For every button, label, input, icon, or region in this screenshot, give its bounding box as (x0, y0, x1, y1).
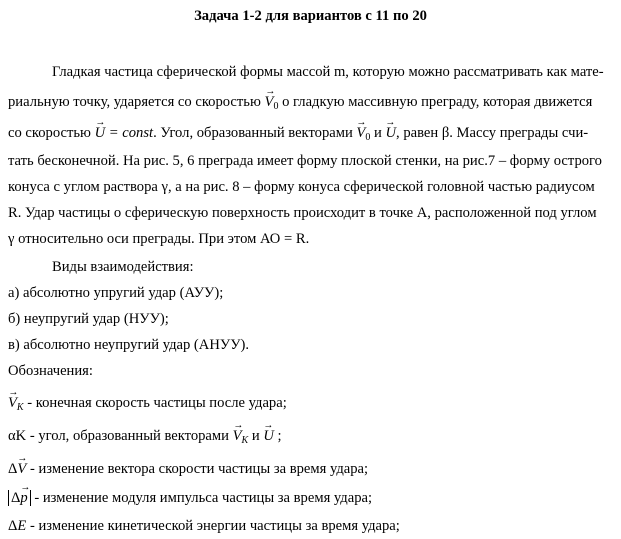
text: - конечная скорость частицы после удара; (27, 395, 287, 411)
text: ; (277, 428, 282, 444)
list-item (8, 336, 249, 354)
vector-vk: → V (8, 392, 17, 412)
text: , равен β. Массу преграды счи- (396, 125, 589, 141)
abs-delta-p: Δ→ p (8, 490, 31, 506)
text: Гладкая частица сферической формы массой m, которую можно рассматривать как мате- (52, 64, 604, 80)
text: со скоростью (8, 125, 91, 141)
text: тать бесконечной. На рис. 5, 6 преграда имеет форму плоской стенки, на рис.7 – форму острого (8, 153, 602, 169)
paragraph-line (8, 204, 597, 222)
list-item (8, 310, 169, 328)
subscript: K (241, 435, 249, 446)
text: а) абсолютно упругий удар (АУУ); (8, 285, 224, 301)
notation-item (8, 458, 368, 478)
vector-u: → U (263, 425, 274, 445)
page-title: Задача 1-2 для вариантов с 11 по 20 (194, 8, 427, 24)
paragraph-line (8, 122, 588, 147)
text: - изменение модуля импульса частицы за время удара; (34, 490, 373, 506)
vector-vk: → V (233, 425, 242, 445)
paragraph-line (8, 152, 602, 170)
text: αK - угол, образованный векторами (8, 428, 229, 444)
text: - изменение вектора скорости частицы за время удара; (29, 461, 369, 477)
vector-v: → V (17, 458, 26, 478)
paragraph-line (8, 230, 309, 248)
text: Обозначения: (8, 363, 93, 379)
text: . Угол, образованный векторами (153, 125, 353, 141)
notation-item (8, 425, 282, 450)
list-item (8, 284, 223, 302)
text: R. Удар частицы о сферическую поверхность происходит в точке А, расположенной под углом (8, 205, 597, 221)
text: и (374, 125, 382, 141)
vector-v0: → V (265, 91, 274, 111)
delta-symbol: Δ (8, 461, 18, 477)
section-heading (52, 258, 194, 276)
text: и (251, 428, 260, 444)
paragraph-line (52, 63, 604, 81)
delta-symbol: Δ (8, 518, 18, 534)
subscript: 0 (365, 132, 371, 143)
notation-item (8, 487, 372, 507)
text: в) абсолютно неупругий удар (АНУУ). (8, 337, 250, 353)
subscript: K (16, 402, 24, 413)
text: б) неупругий удар (НУУ); (8, 311, 169, 327)
vector-u: → U (95, 122, 106, 142)
notation-item (8, 517, 400, 535)
text: γ относительно оси преграды. При этом АО = R. (8, 231, 310, 247)
vector-p: → p (20, 487, 27, 507)
text: риальную точку, ударяется со скоростью (8, 94, 261, 110)
text: Виды взаимодействия: (52, 259, 194, 275)
text: конуса с углом раствора γ, а на рис. 8 – форму конуса сферической головной частью радиусом (8, 179, 595, 195)
vector-v0: → V (356, 122, 365, 142)
section-heading (8, 362, 93, 380)
text: о гладкую массивную преграду, которая движется (282, 94, 593, 110)
energy-symbol: E (17, 518, 27, 534)
paragraph-line (8, 178, 595, 196)
subscript: 0 (273, 101, 279, 112)
vector-u: → U (385, 122, 396, 142)
const-text: = const (108, 125, 154, 141)
notation-item (8, 392, 287, 417)
text: - изменение кинетической энергии частицы за время удара; (29, 518, 400, 534)
